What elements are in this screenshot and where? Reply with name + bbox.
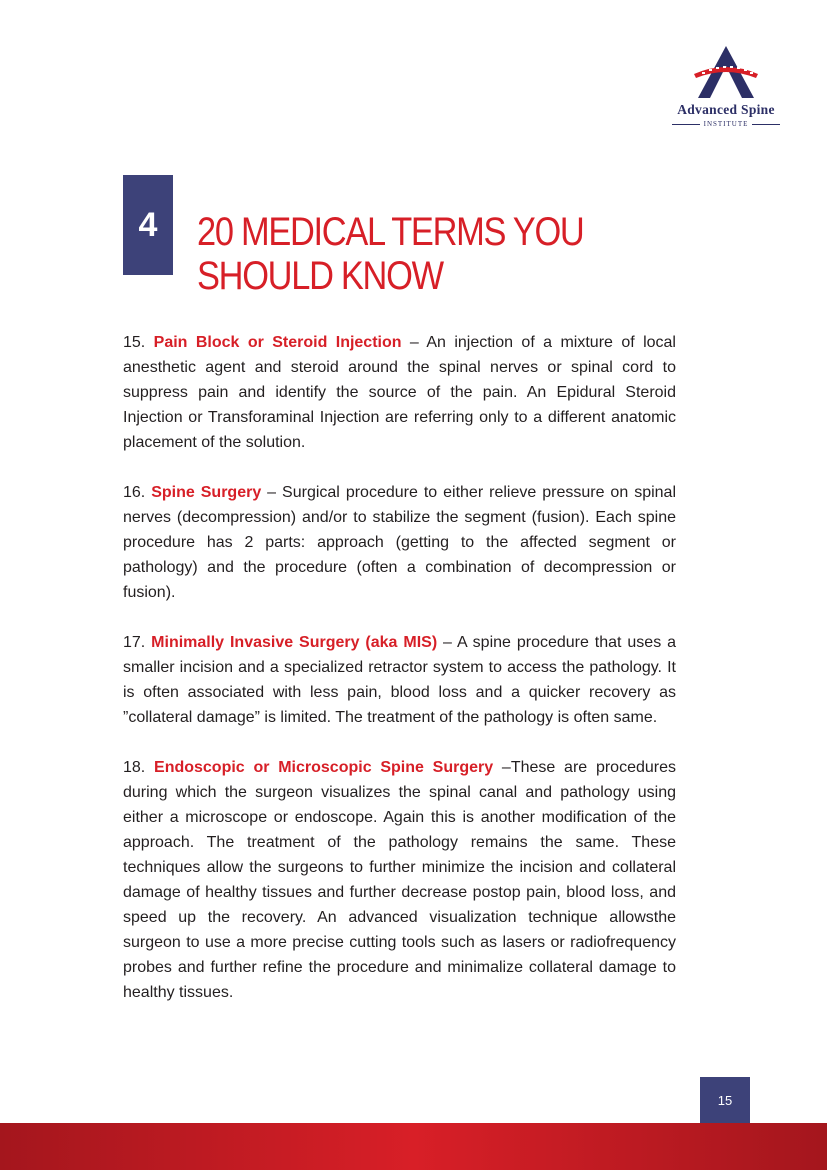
term-paragraph-16 [123, 480, 676, 605]
logo-divider-left [672, 124, 700, 125]
term-number: 18. [123, 759, 146, 776]
term-definition: –These are procedures during which the surgeon visualizes the spinal canal and pathology using either a microscope or endoscope. Again this is another modification of the approach. The treatment of the pathology remains the same. These techniques allow the surgeons to further minimize the incision and collateral damage of healthy tissues and further decrease postop pain, blood loss, and speed up the recovery. An advanced visualization technique allowsthe surgeon to use a more precise cutting tools such as lasers or radiofrequency probes and further refine the procedure and minimalize collateral damage to healthy tissues. [123, 759, 676, 1001]
term-paragraph-18 [123, 755, 676, 1005]
term-heading: Spine Surgery [151, 484, 262, 501]
term-definition: – Surgical procedure to either relieve pressure on spinal nerves (decompression) and/or to stabilize the segment (fusion). Each spine procedure has 2 parts: approach (getting to the affected segment or pathology) and the procedure (often a combination of decompression or fusion). [123, 484, 676, 601]
advanced-spine-logo [664, 44, 788, 134]
logo-divider-right [752, 124, 780, 125]
term-paragraph-17 [123, 630, 676, 730]
term-number: 16. [123, 484, 146, 501]
chapter-title-line-2: SHOULD KNOW [197, 254, 443, 298]
terms-list [123, 330, 676, 1030]
term-definition: – An injection of a mixture of local anesthetic agent and steroid around the spinal nerves or spinal cord to suppress pain and identify the source of the pain. An Epidural Steroid Injection or Transforaminal Injection are referring only to a different anatomic placement of the solution. [123, 334, 676, 451]
footer-bar [0, 1123, 827, 1170]
logo-subtitle [664, 118, 788, 130]
logo-subtitle-text: INSTITUTE [703, 120, 749, 128]
term-number: 15. [123, 334, 146, 351]
chapter-title [197, 210, 583, 298]
chapter-title-line-1: 20 MEDICAL TERMS YOU [197, 210, 584, 254]
term-heading: Endoscopic or Microscopic Spine Surgery [154, 759, 494, 776]
term-heading: Minimally Invasive Surgery (aka MIS) [151, 634, 438, 651]
term-heading: Pain Block or Steroid Injection [153, 334, 402, 351]
term-paragraph-15 [123, 330, 676, 455]
term-number: 17. [123, 634, 146, 651]
term-definition: – A spine procedure that uses a smaller incision and a specialized retractor system to access the pathology. It is often associated with less pain, blood loss and a quicker recovery as ”collateral damage” is limited. The treatment of the pathology is often same. [123, 634, 676, 726]
page-number: 15 [700, 1077, 750, 1123]
logo-name: Advanced Spine [677, 102, 775, 117]
spine-a-logo-icon [690, 44, 762, 100]
chapter-number: 4 [123, 175, 173, 275]
